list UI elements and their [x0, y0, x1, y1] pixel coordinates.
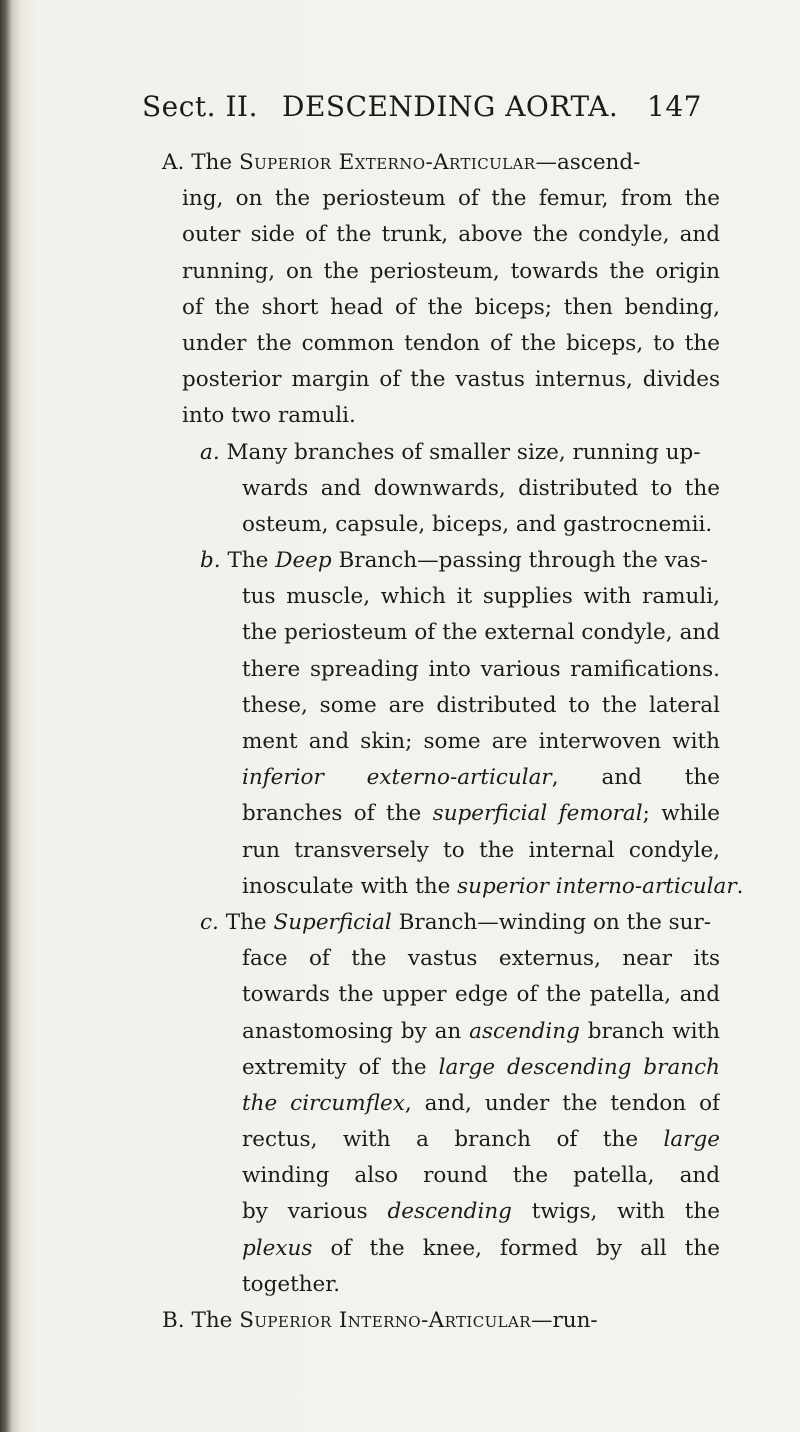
text-line: plexus of the knee, formed by all the: [242, 1235, 720, 1261]
running-header: [142, 90, 702, 130]
text-line: together.: [242, 1271, 341, 1297]
paragraph-b-line-1: [182, 543, 720, 579]
text-line: the periosteum of the external condyle, and: [242, 620, 720, 646]
text-line: ment and skin; some are interwoven with: [242, 729, 720, 754]
paragraph-label: B.: [162, 1308, 185, 1333]
paragraph-label: b.: [200, 548, 221, 574]
page-number: 147: [647, 90, 702, 123]
text-line: running, on the periosteum, towards the origin: [182, 258, 720, 284]
paragraph-label: a.: [200, 439, 220, 465]
text-line: there spreading into various ramifications.: [242, 656, 720, 682]
section-label: Sect. II.: [142, 90, 259, 123]
text-line: run transversely to the internal condyle,: [242, 837, 720, 863]
text-line: into two ramuli.: [182, 403, 356, 429]
text-line: The Superior Externo-Articular—ascend-: [191, 150, 641, 175]
text-line: osteum, capsule, biceps, and gastrocnemii.: [242, 511, 713, 537]
text-line: by various descending twigs, with the: [242, 1199, 720, 1225]
text-line: rectus, with a branch of the large: [242, 1127, 720, 1153]
paragraph-b-upper-line-1: [162, 1303, 720, 1339]
text-line: towards the upper edge of the patella, and: [242, 982, 720, 1008]
text-line: posterior margin of the vastus internus, divides: [182, 367, 720, 393]
body-text: [162, 145, 744, 1339]
text-line: The Deep Branch—passing through the vas-: [227, 548, 708, 574]
text-line: outer side of the trunk, above the condyle, and: [182, 222, 720, 248]
text-line: of the short head of the biceps; then bending,: [182, 294, 720, 320]
text-line: tus muscle, which it supplies with ramuli,: [242, 584, 720, 610]
text-line: inferior externo-articular, and the: [242, 765, 720, 791]
paragraph-label: A.: [162, 150, 185, 175]
text-line: face of the vastus externus, near its: [242, 946, 720, 972]
paragraph-label: c.: [200, 909, 219, 935]
text-line: The Superior Interno-Articular—run-: [191, 1308, 598, 1333]
text-line: The Superficial Branch—winding on the sur-: [225, 909, 712, 935]
text-line: anastomosing by an ascending branch with: [242, 1018, 720, 1044]
paragraph-a-upper-line-1: [162, 145, 720, 181]
text-line: inosculate with the superior interno-articular.: [242, 873, 744, 899]
paragraph-c-line-1: [182, 905, 720, 941]
text-line: under the common tendon of the biceps, to the: [182, 330, 720, 356]
text-line: branches of the superficial femoral; while: [242, 801, 720, 827]
text-line: ing, on the periosteum of the femur, from the: [182, 186, 720, 212]
text-line: extremity of the large descending branch: [242, 1054, 720, 1080]
text-line: winding also round the patella, and: [242, 1163, 720, 1189]
text-line: wards and downwards, distributed to the: [242, 475, 720, 501]
paragraph-a-line-1: [182, 435, 720, 471]
page-title: DESCENDING AORTA.: [282, 90, 619, 123]
text-line: these, some are distributed to the lateral: [242, 692, 720, 718]
text-line: Many branches of smaller size, running up-: [226, 439, 701, 465]
text-line: the circumflex, and, under the tendon of: [242, 1090, 720, 1116]
